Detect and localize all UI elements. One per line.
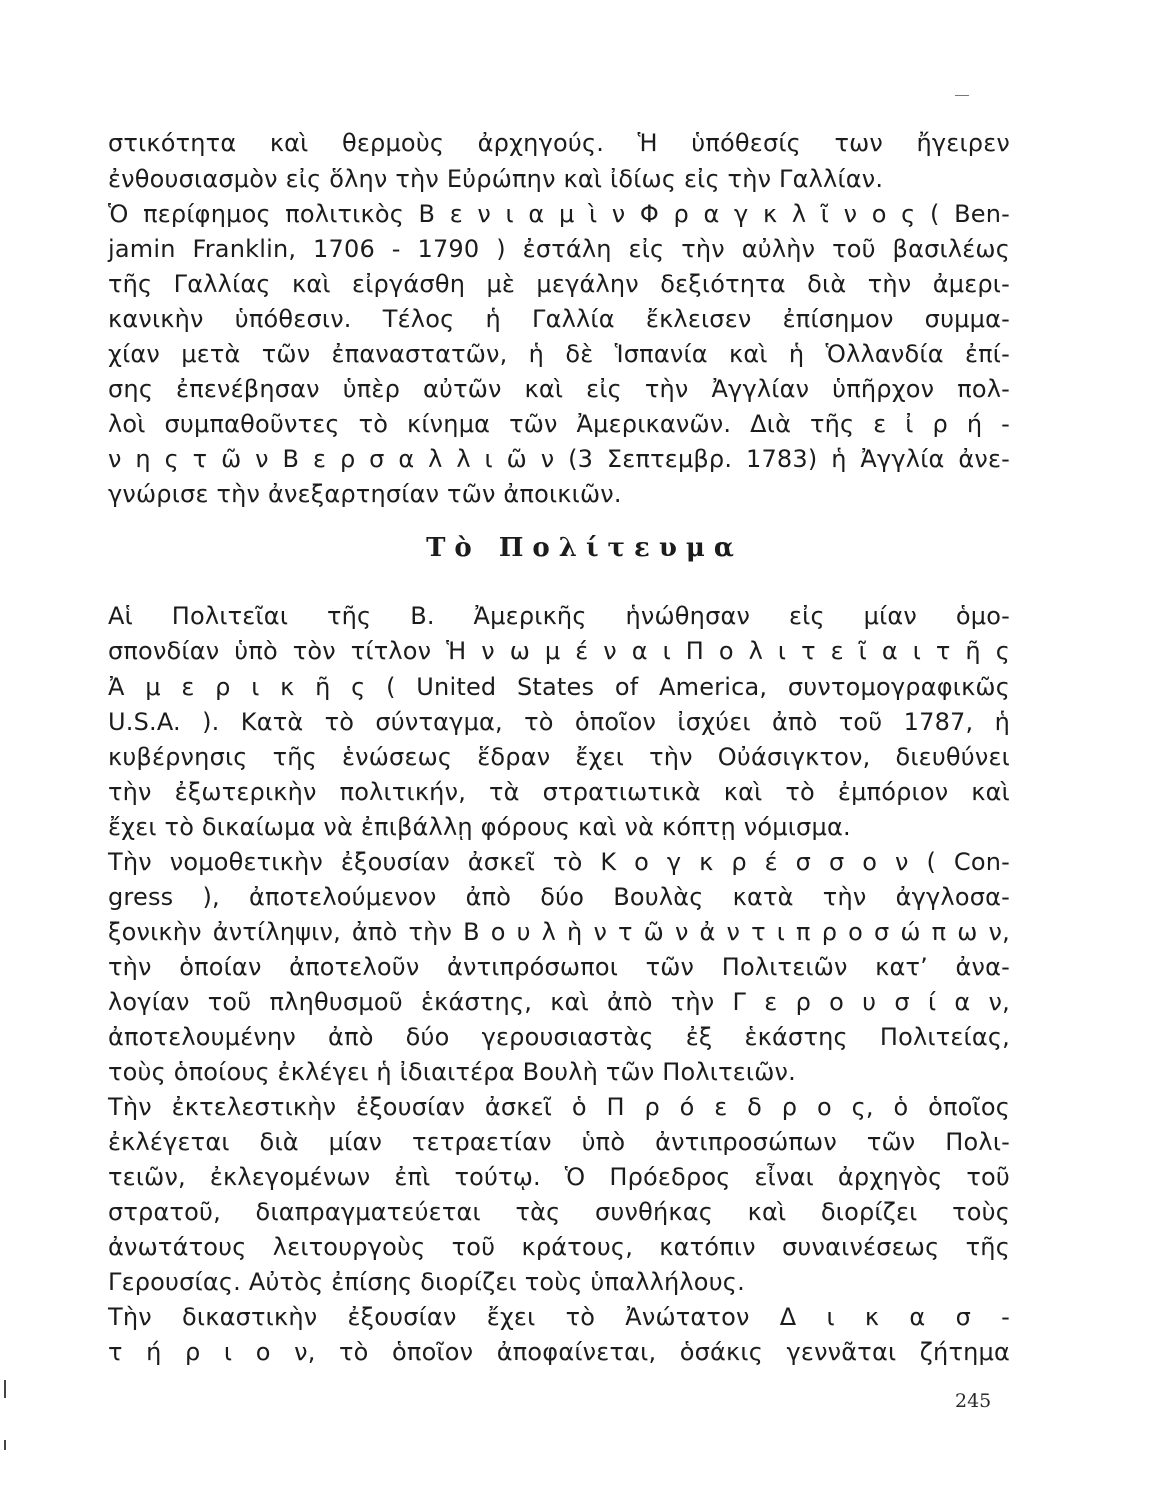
text-line: jamin Franklin, 1706 - 1790 ) ἐστάλη εἰς τὴν αὐλὴν τοῦ βασιλέως [108, 235, 1010, 263]
section-heading: Τὸ Πολίτευμα [426, 533, 743, 563]
text-line: τ ή ρ ι ο ν, τὸ ὁποῖον ἀποφαίνεται, ὁσάκις γεννᾶται ζήτημα [108, 1338, 1010, 1366]
text-line: τὴν ἐξωτερικὴν πολιτικήν, τὰ στρατιωτικὰ καὶ τὸ ἐμπόριον καὶ [108, 778, 1010, 806]
text-line: σπονδίαν ὑπὸ τὸν τίτλον Ἡ ν ω μ έ ν α ι Π ο λ ι τ ε ῖ α ι τ ῆ ς [108, 637, 1010, 665]
text-line: Ἀ μ ε ρ ι κ ῆ ς ( United States of America, συντομογραφικῶς [108, 673, 1010, 701]
text-line: Ὁ περίφημος πολιτικὸς Β ε ν ι α μ ὶ ν Φ ρ α γ κ λ ῖ ν ο ς ( Ben- [108, 200, 1010, 228]
scan-artifact [955, 95, 969, 96]
page-number: 245 [955, 1390, 992, 1412]
text-line: gress ), ἀποτελούμενον ἀπὸ δύο Βουλὰς κατὰ τὴν ἀγγλοσα- [108, 883, 1010, 911]
text-line: Τὴν νομοθετικὴν ἐξουσίαν ἀσκεῖ τὸ Κ ο γ κ ρ έ σ σ ο ν ( Con- [108, 848, 1010, 876]
text-line: U.S.A. ). Κατὰ τὸ σύνταγμα, τὸ ὁποῖον ἰσχύει ἀπὸ τοῦ 1787, ἡ [108, 708, 1010, 736]
text-line: κανικὴν ὑπόθεσιν. Τέλος ἡ Γαλλία ἔκλεισεν ἐπίσημον συμμα- [108, 305, 1010, 333]
text-line: γνώρισε τὴν ἀνεξαρτησίαν τῶν ἀποικιῶν. [108, 480, 622, 508]
text-line: ἀνωτάτους λειτουργοὺς τοῦ κράτους, κατόπιν συναινέσεως τῆς [108, 1233, 1010, 1261]
text-line: τειῶν, ἐκλεγομένων ἐπὶ τούτῳ. Ὁ Πρόεδρος εἶναι ἀρχηγὸς τοῦ [108, 1163, 1010, 1191]
text-line: Τὴν δικαστικὴν ἐξουσίαν ἔχει τὸ Ἀνώτατον Δ ι κ α σ - [108, 1303, 1010, 1331]
text-line: χίαν μετὰ τῶν ἐπαναστατῶν, ἡ δὲ Ἱσπανία καὶ ἡ Ὁλλανδία ἐπί- [108, 340, 1010, 368]
text-line: ξονικὴν ἀντίληψιν, ἀπὸ τὴν Β ο υ λ ὴ ν τ ῶ ν ἀ ν τ ι π ρ ο σ ώ π ω ν, [108, 918, 1010, 946]
text-line: ν η ς τ ῶ ν Β ε ρ σ α λ λ ι ῶ ν (3 Σεπτεμβρ. 1783) ἡ Ἀγγλία ἀνε- [108, 445, 1010, 473]
text-line: στικότητα καὶ θερμοὺς ἀρχηγούς. Ἡ ὑπόθεσίς των ἤγειρεν [108, 129, 1010, 157]
text-line: ἐκλέγεται διὰ μίαν τετραετίαν ὑπὸ ἀντιπροσώπων τῶν Πολι- [108, 1128, 1010, 1156]
text-line: στρατοῦ, διαπραγματεύεται τὰς συνθήκας καὶ διορίζει τοὺς [108, 1198, 1010, 1226]
text-line: τὴν ὁποίαν ἀποτελοῦν ἀντιπρόσωποι τῶν Πολιτειῶν κατ’ ἀνα- [108, 953, 1010, 981]
text-line: τῆς Γαλλίας καὶ εἰργάσθη μὲ μεγάλην δεξιότητα διὰ τὴν ἀμερι- [108, 270, 1010, 298]
text-line: Αἱ Πολιτεῖαι τῆς Β. Ἀμερικῆς ἡνώθησαν εἰς μίαν ὁμο- [108, 602, 1010, 630]
text-line: Γερουσίας. Αὐτὸς ἐπίσης διορίζει τοὺς ὑπαλλήλους. [108, 1268, 745, 1296]
text-line: ἐνθουσιασμὸν εἰς ὅλην τὴν Εὐρώπην καὶ ἰδίως εἰς τὴν Γαλλίαν. [108, 165, 884, 193]
text-line: τοὺς ὁποίους ἐκλέγει ἡ ἰδιαιτέρα Βουλὴ τῶν Πολιτειῶν. [108, 1058, 796, 1086]
text-line: Τὴν ἐκτελεστικὴν ἐξουσίαν ἀσκεῖ ὁ Π ρ ό ε δ ρ ο ς, ὁ ὁποῖος [108, 1093, 1010, 1121]
text-line: λογίαν τοῦ πληθυσμοῦ ἑκάστης, καὶ ἀπὸ τὴν Γ ε ρ ο υ σ ί α ν, [108, 988, 1010, 1016]
text-line: κυβέρνησις τῆς ἑνώσεως ἕδραν ἔχει τὴν Οὐάσιγκτον, διευθύνει [108, 743, 1010, 771]
text-line: λοὶ συμπαθοῦντες τὸ κίνημα τῶν Ἀμερικανῶν. Διὰ τῆς ε ἰ ρ ή - [108, 410, 1010, 438]
scan-artifact [4, 1440, 6, 1450]
text-line: ἀποτελουμένην ἀπὸ δύο γερουσιαστὰς ἐξ ἑκάστης Πολιτείας, [108, 1023, 1010, 1051]
text-line: ἔχει τὸ δικαίωμα νὰ ἐπιβάλλῃ φόρους καὶ νὰ κόπτῃ νόμισμα. [108, 813, 851, 841]
scan-artifact [4, 1380, 6, 1398]
text-line: σης ἐπενέβησαν ὑπὲρ αὐτῶν καὶ εἰς τὴν Ἀγγλίαν ὑπῆρχον πολ- [108, 375, 1010, 403]
